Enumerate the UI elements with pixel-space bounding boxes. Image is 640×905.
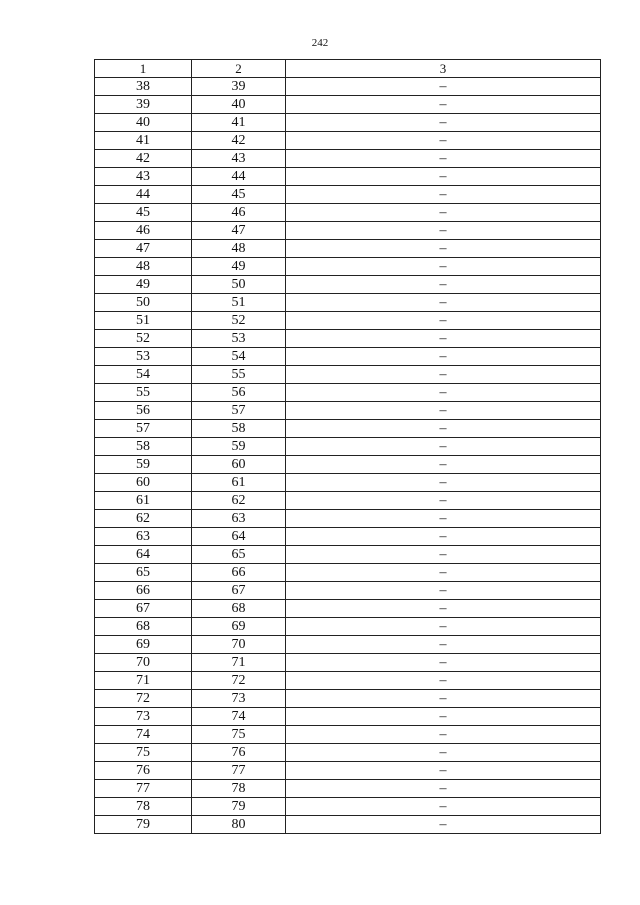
table-row: [95, 114, 601, 132]
table-row: [95, 564, 601, 582]
table-cell-col-2: 46: [192, 204, 286, 222]
table-cell-col-3: –: [286, 204, 601, 222]
table-cell-col-1: 58: [95, 438, 192, 456]
table-cell-col-3: –: [286, 564, 601, 582]
table-cell-col-2: 62: [192, 492, 286, 510]
table-row: [95, 780, 601, 798]
table-cell-col-3: –: [286, 654, 601, 672]
table-header: [95, 60, 601, 78]
table-cell-col-1: 55: [95, 384, 192, 402]
table-cell-col-2: 65: [192, 546, 286, 564]
data-table: [94, 59, 601, 834]
table-cell-col-1: 42: [95, 150, 192, 168]
table-cell-col-2: 66: [192, 564, 286, 582]
table-cell-col-2: 73: [192, 690, 286, 708]
table-cell-col-1: 72: [95, 690, 192, 708]
table-cell-col-2: 48: [192, 240, 286, 258]
table-cell-col-3: –: [286, 780, 601, 798]
table-cell-col-1: 68: [95, 618, 192, 636]
table-cell-col-3: –: [286, 366, 601, 384]
table-cell-col-2: 40: [192, 96, 286, 114]
table-row: [95, 204, 601, 222]
table-cell-col-1: 51: [95, 312, 192, 330]
table-row: [95, 762, 601, 780]
table-cell-col-1: 38: [95, 78, 192, 96]
table-cell-col-1: 40: [95, 114, 192, 132]
table-cell-col-1: 62: [95, 510, 192, 528]
column-header-3: 3: [286, 60, 601, 78]
table-cell-col-1: 46: [95, 222, 192, 240]
table-row: [95, 744, 601, 762]
table-row: [95, 798, 601, 816]
table-cell-col-1: 73: [95, 708, 192, 726]
table-cell-col-2: 50: [192, 276, 286, 294]
table-cell-col-2: 67: [192, 582, 286, 600]
table-cell-col-1: 56: [95, 402, 192, 420]
table-row: [95, 402, 601, 420]
table-row: [95, 636, 601, 654]
page-number: 242: [311, 37, 329, 49]
table-body: [95, 78, 601, 834]
table-cell-col-2: 56: [192, 384, 286, 402]
table-cell-col-3: –: [286, 348, 601, 366]
table-row: [95, 492, 601, 510]
table-cell-col-1: 75: [95, 744, 192, 762]
table-cell-col-3: –: [286, 456, 601, 474]
table-row: [95, 618, 601, 636]
table-row: [95, 474, 601, 492]
table-cell-col-3: –: [286, 78, 601, 96]
table-cell-col-2: 57: [192, 402, 286, 420]
table-cell-col-2: 44: [192, 168, 286, 186]
table-cell-col-3: –: [286, 726, 601, 744]
table-cell-col-3: –: [286, 168, 601, 186]
table-row: [95, 312, 601, 330]
table-cell-col-2: 68: [192, 600, 286, 618]
table-cell-col-1: 53: [95, 348, 192, 366]
table-cell-col-1: 44: [95, 186, 192, 204]
table-cell-col-3: –: [286, 474, 601, 492]
table-row: [95, 708, 601, 726]
table-row: [95, 168, 601, 186]
table-cell-col-3: –: [286, 528, 601, 546]
table-cell-col-3: –: [286, 816, 601, 834]
table-cell-col-3: –: [286, 186, 601, 204]
table-cell-col-1: 52: [95, 330, 192, 348]
table-cell-col-2: 52: [192, 312, 286, 330]
table-row: [95, 330, 601, 348]
table-cell-col-2: 41: [192, 114, 286, 132]
table-cell-col-1: 41: [95, 132, 192, 150]
table-cell-col-2: 78: [192, 780, 286, 798]
table-cell-col-3: –: [286, 510, 601, 528]
table-cell-col-3: –: [286, 150, 601, 168]
table-row: [95, 690, 601, 708]
table-cell-col-2: 53: [192, 330, 286, 348]
table-cell-col-1: 79: [95, 816, 192, 834]
table-cell-col-1: 50: [95, 294, 192, 312]
table-cell-col-1: 54: [95, 366, 192, 384]
table-cell-col-3: –: [286, 402, 601, 420]
column-header-2: 2: [192, 60, 286, 78]
table-cell-col-2: 63: [192, 510, 286, 528]
table-cell-col-2: 61: [192, 474, 286, 492]
table-cell-col-2: 49: [192, 258, 286, 276]
table-cell-col-3: –: [286, 420, 601, 438]
table-row: [95, 240, 601, 258]
table-row: [95, 186, 601, 204]
table-cell-col-2: 39: [192, 78, 286, 96]
table-cell-col-2: 64: [192, 528, 286, 546]
table-row: [95, 726, 601, 744]
table-cell-col-2: 47: [192, 222, 286, 240]
table-cell-col-3: –: [286, 294, 601, 312]
table-cell-col-3: –: [286, 96, 601, 114]
table-cell-col-1: 47: [95, 240, 192, 258]
table-row: [95, 816, 601, 834]
table-row: [95, 276, 601, 294]
table-cell-col-3: –: [286, 690, 601, 708]
table-cell-col-3: –: [286, 618, 601, 636]
table-row: [95, 546, 601, 564]
table-cell-col-2: 76: [192, 744, 286, 762]
table-row: [95, 600, 601, 618]
table-cell-col-2: 58: [192, 420, 286, 438]
table-row: [95, 582, 601, 600]
table-cell-col-1: 77: [95, 780, 192, 798]
table-cell-col-3: –: [286, 708, 601, 726]
table-cell-col-3: –: [286, 276, 601, 294]
table-cell-col-1: 63: [95, 528, 192, 546]
table-cell-col-2: 60: [192, 456, 286, 474]
table-cell-col-1: 60: [95, 474, 192, 492]
table-cell-col-3: –: [286, 132, 601, 150]
table-row: [95, 456, 601, 474]
table-cell-col-2: 54: [192, 348, 286, 366]
table-cell-col-3: –: [286, 438, 601, 456]
table-cell-col-1: 48: [95, 258, 192, 276]
table-cell-col-3: –: [286, 600, 601, 618]
table-cell-col-3: –: [286, 240, 601, 258]
table-cell-col-3: –: [286, 222, 601, 240]
table-cell-col-1: 39: [95, 96, 192, 114]
table-cell-col-2: 72: [192, 672, 286, 690]
table-row: [95, 420, 601, 438]
table-cell-col-1: 45: [95, 204, 192, 222]
table-row: [95, 438, 601, 456]
table-row: [95, 510, 601, 528]
table-cell-col-2: 43: [192, 150, 286, 168]
table-cell-col-2: 75: [192, 726, 286, 744]
table-cell-col-1: 78: [95, 798, 192, 816]
table-cell-col-2: 71: [192, 654, 286, 672]
table-cell-col-3: –: [286, 672, 601, 690]
table-cell-col-2: 55: [192, 366, 286, 384]
table-row: [95, 672, 601, 690]
table-cell-col-3: –: [286, 258, 601, 276]
table-cell-col-2: 42: [192, 132, 286, 150]
table-row: [95, 528, 601, 546]
table-cell-col-3: –: [286, 546, 601, 564]
table-cell-col-1: 61: [95, 492, 192, 510]
table-cell-col-2: 69: [192, 618, 286, 636]
table-cell-col-1: 65: [95, 564, 192, 582]
table-row: [95, 258, 601, 276]
table-cell-col-1: 64: [95, 546, 192, 564]
table-row: [95, 366, 601, 384]
table-cell-col-2: 79: [192, 798, 286, 816]
table-cell-col-1: 43: [95, 168, 192, 186]
table-cell-col-1: 49: [95, 276, 192, 294]
table-cell-col-1: 76: [95, 762, 192, 780]
table-cell-col-1: 59: [95, 456, 192, 474]
table-cell-col-3: –: [286, 330, 601, 348]
table-cell-col-3: –: [286, 312, 601, 330]
table-cell-col-3: –: [286, 114, 601, 132]
table-row: [95, 96, 601, 114]
table-cell-col-2: 70: [192, 636, 286, 654]
table-cell-col-1: 66: [95, 582, 192, 600]
table-cell-col-3: –: [286, 492, 601, 510]
table-cell-col-1: 69: [95, 636, 192, 654]
table-cell-col-2: 59: [192, 438, 286, 456]
table-cell-col-3: –: [286, 798, 601, 816]
table-row: [95, 150, 601, 168]
column-header-1: 1: [95, 60, 192, 78]
table-cell-col-1: 74: [95, 726, 192, 744]
table-row: [95, 294, 601, 312]
table-cell-col-1: 70: [95, 654, 192, 672]
table-cell-col-3: –: [286, 636, 601, 654]
table-row: [95, 132, 601, 150]
table-row: [95, 78, 601, 96]
table-header-row: [95, 60, 601, 78]
table-row: [95, 654, 601, 672]
table-row: [95, 348, 601, 366]
table-cell-col-2: 45: [192, 186, 286, 204]
table-cell-col-1: 67: [95, 600, 192, 618]
table-cell-col-2: 77: [192, 762, 286, 780]
table-cell-col-3: –: [286, 744, 601, 762]
table-cell-col-1: 57: [95, 420, 192, 438]
table-cell-col-1: 71: [95, 672, 192, 690]
table-cell-col-3: –: [286, 582, 601, 600]
table-cell-col-2: 51: [192, 294, 286, 312]
table-cell-col-3: –: [286, 384, 601, 402]
table-cell-col-2: 80: [192, 816, 286, 834]
table-row: [95, 384, 601, 402]
table-cell-col-3: –: [286, 762, 601, 780]
table-row: [95, 222, 601, 240]
table-cell-col-2: 74: [192, 708, 286, 726]
